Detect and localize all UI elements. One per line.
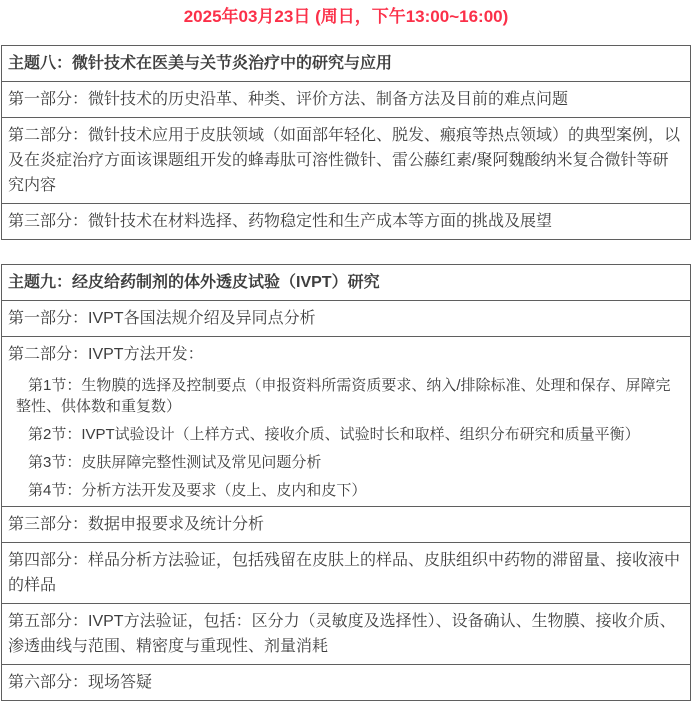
topic9-part2-section-1: 第1节：生物膜的选择及控制要点（申报资料所需资质要求、纳入/排除标准、处理和保存、屏障完整性、供体数和重复数） (16, 377, 671, 415)
table-row (2, 265, 691, 301)
topic8-part-1: 第一部分：微针技术的历史沿革、种类、评价方法、制备方法及目前的难点问题 (2, 82, 691, 118)
topic9-part2-section-2: 第2节：IVPT试验设计（上样方式、接收介质、试验时长和取样、组织分布研究和质量平衡） (28, 426, 640, 443)
table-row (2, 301, 691, 337)
topic8-part-2: 第二部分：微针技术应用于皮肤领域（如面部年轻化、脱发、瘢痕等热点领域）的典型案例，以及在炎症治疗方面该课题组开发的蜂毒肽可溶性微针、雷公藤红素/聚阿魏酸纳米复合微针等研究内容 (2, 118, 691, 204)
topic9-part2-section-3: 第3节：皮肤屏障完整性测试及常见问题分析 (28, 454, 322, 471)
session-date-title: 2025年03月23日 (周日，下午13:00~16:00) (183, 7, 509, 26)
topic9-part2-section-4: 第4节：分析方法开发及要求（皮上、皮内和皮下） (28, 482, 367, 499)
table-row (2, 604, 691, 665)
topic8-heading: 主题八：微针技术在医美与关节炎治疗中的研究与应用 (2, 46, 691, 82)
table-row (2, 46, 691, 82)
topic9-part-3: 第三部分：数据申报要求及统计分析 (2, 507, 691, 543)
topic9-part-6: 第六部分：现场答疑 (2, 665, 691, 701)
topic9-part-2 (2, 337, 691, 507)
topic9-part-1: 第一部分：IVPT各国法规介绍及异同点分析 (2, 301, 691, 337)
topic9-table (1, 264, 691, 701)
table-row (2, 543, 691, 604)
table-row (2, 665, 691, 701)
seminar-schedule-page (0, 5, 692, 691)
topic8-part-3: 第三部分：微针技术在材料选择、药物稳定性和生产成本等方面的挑战及展望 (2, 204, 691, 240)
topic9-part-5: 第五部分：IVPT方法验证，包括：区分力（灵敏度及选择性）、设备确认、生物膜、接收介质、渗透曲线与范围、精密度与重现性、剂量消耗 (2, 604, 691, 665)
topic8-table (1, 45, 691, 240)
table-row (2, 118, 691, 204)
table-row (2, 204, 691, 240)
table-row (2, 337, 691, 507)
topic9-part-2-label: 第二部分：IVPT方法开发： (8, 346, 204, 363)
table-row (2, 507, 691, 543)
topic9-part-4: 第四部分：样品分析方法验证，包括残留在皮肤上的样品、皮肤组织中药物的滞留量、接收液中的样品 (2, 543, 691, 604)
topic9-heading: 主题九：经皮给药制剂的体外透皮试验（IVPT）研究 (2, 265, 691, 301)
table-row (2, 82, 691, 118)
